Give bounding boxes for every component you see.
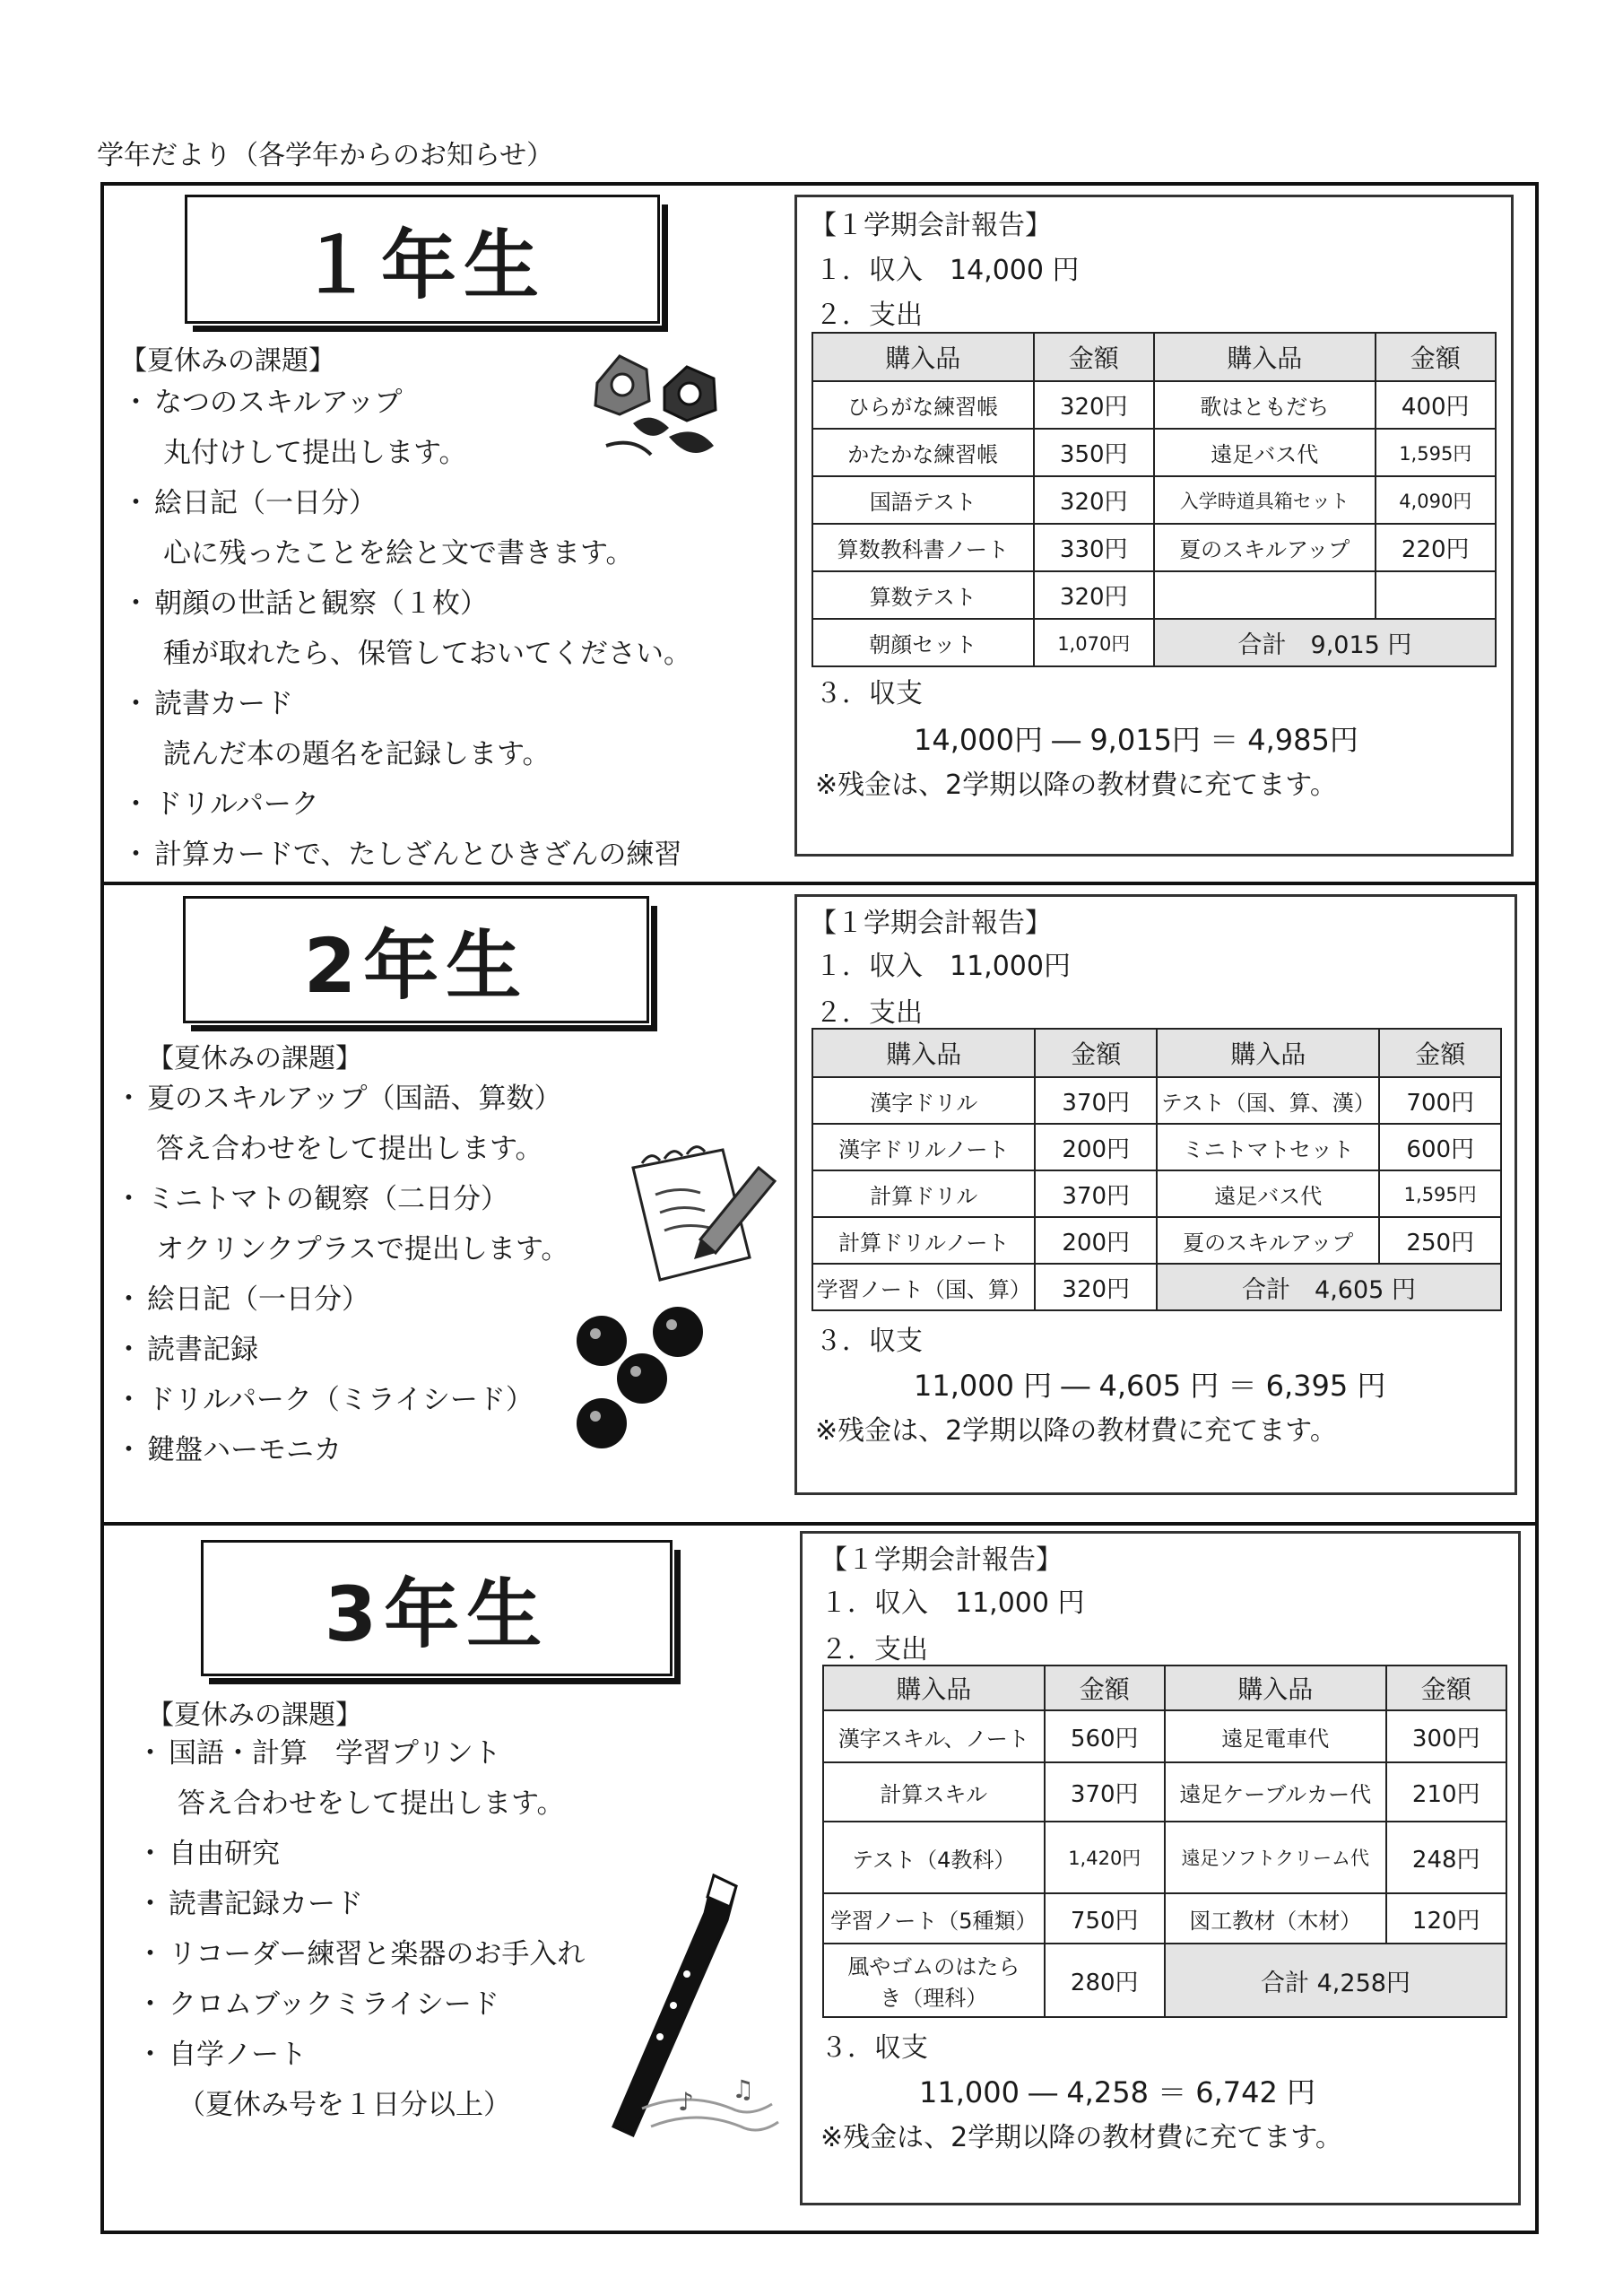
list-item: ・ 鍵盤ハーモニカ [122,1425,750,1475]
table-cell: 1,595円 [1376,429,1497,476]
table-cell: 600円 [1379,1124,1501,1170]
table-cell: 120円 [1386,1893,1507,1944]
table-cell: 算数教科書ノート [812,524,1034,571]
table-row [812,1170,1501,1217]
table-cell: 210円 [1386,1762,1507,1822]
table-row [812,381,1496,429]
table-cell: 220円 [1376,524,1497,571]
grade-2-accounting-report [794,894,1517,1495]
grade-2-task-heading: 【夏休みの課題】 [147,1043,362,1074]
table-cell: 漢字ドリル [812,1077,1035,1124]
table-cell: 1,070円 [1034,619,1154,666]
table-row [812,476,1496,524]
table-cell: 370円 [1045,1762,1165,1822]
list-item: ・ なつのスキルアップ 丸付けして提出します。 [129,378,775,478]
list-item: ・ 読書記録カード [143,1879,771,1929]
list-item: ・ ドリルパーク [129,779,775,830]
list-item: ・ 自学ノート （夏休み号を１日分以上） [143,2030,771,2130]
table-cell: 算数テスト [812,571,1034,619]
table-cell: 560円 [1045,1710,1165,1762]
grade-3-expense-table [822,1665,1507,2018]
table-row [812,1077,1501,1124]
report-balance-label: ３．収支 [815,678,923,709]
list-item: ・ 朝顔の世話と観察（１枚） 種が取れたら、保管しておいてください。 [129,578,775,679]
table-row [812,1217,1501,1264]
table-cell: 330円 [1034,524,1154,571]
table-row [823,1893,1506,1944]
table-cell: 漢字ドリルノート [812,1124,1035,1170]
table-cell: 計算ドリルノート [812,1217,1035,1264]
list-item: ・ クロムブックミライシード [143,1979,771,2030]
list-item: ・ 国語・計算 学習プリント 答え合わせをして提出します。 [143,1728,771,1829]
list-item: ・ 計算カードで、たしざんとひきざんの練習 [129,830,775,880]
table-cell: 320円 [1034,571,1154,619]
report-heading: 【１学期会計報告】 [820,1544,1063,1576]
tomato-icon [552,1289,723,1459]
table-cell: 300円 [1386,1710,1507,1762]
table-cell: 遠足ケーブルカー代 [1165,1762,1386,1822]
table-row [812,571,1496,619]
table-row [823,1762,1506,1822]
table-header: 金額 [1376,333,1497,381]
list-item: ・ 読書カード 読んだ本の題名を記録します。 [129,679,775,779]
table-cell: 750円 [1045,1893,1165,1944]
table-cell: 1,595円 [1379,1170,1501,1217]
total-cell: 合計 4,605 円 [1157,1264,1501,1310]
report-note: ※残金は、2学期以降の教材費に充てます。 [815,1415,1337,1447]
table-cell: 370円 [1035,1077,1157,1124]
table-row [812,619,1496,666]
report-income: １．収入 11,000 円 [820,1587,1085,1619]
table-row [812,1124,1501,1170]
report-balance: 11,000 ― 4,258 ＝ 6,742 円 [919,2075,1316,2109]
list-item: ・ 絵日記（一日分） [122,1274,750,1325]
list-item: ・ 夏のスキルアップ（国語、算数） 答え合わせをして提出します。 [122,1074,750,1174]
report-balance: 14,000円 ― 9,015円 ＝ 4,985円 [914,723,1358,757]
table-cell: 320円 [1034,476,1154,524]
table-cell: ミニトマトセット [1157,1124,1379,1170]
table-cell: 夏のスキルアップ [1154,524,1376,571]
table-cell: 入学時道具箱セット [1154,476,1376,524]
grade-2-expense-table [812,1028,1502,1311]
list-item: ・ 読書記録 [122,1325,750,1375]
svg-text:♪: ♪ [678,2087,694,2117]
report-expense-label: ２．支出 [820,1634,928,1665]
report-income: １．収入 11,000円 [815,951,1071,982]
table-cell: 遠足ソフトクリーム代 [1165,1822,1386,1893]
list-item: ・ 絵日記（一日分） 心に残ったことを絵と文で書きます。 [129,478,775,578]
total-cell: 合計 9,015 円 [1154,619,1496,666]
table-row [823,1710,1506,1762]
grade-3-accounting-report [800,1531,1521,2205]
table-row [812,1264,1501,1310]
table-header: 金額 [1386,1665,1507,1710]
table-cell: かたかな練習帳 [812,429,1034,476]
table-cell: テスト（4教科） [823,1822,1045,1893]
notepad-pencil-icon [615,1141,785,1293]
svg-text:♫: ♫ [732,2074,755,2104]
list-item: ・ ドリルパーク（ミライシード） [122,1375,750,1425]
table-header: 金額 [1034,333,1154,381]
table-cell: 図工教材（木材） [1165,1893,1386,1944]
grade-2-section [104,885,1535,1522]
table-cell: 370円 [1035,1170,1157,1217]
recorder-icon [579,1866,785,2162]
table-cell: 学習ノート（国、算） [812,1264,1035,1310]
page-header: 学年だより（各学年からのお知らせ） [97,140,554,171]
table-row [812,524,1496,571]
report-expense-label: ２．支出 [815,997,923,1029]
table-cell [1376,571,1497,619]
report-note: ※残金は、2学期以降の教材費に充てます。 [815,770,1337,801]
grade-1-task-heading: 【夏休みの課題】 [120,345,335,377]
table-header: 金額 [1035,1029,1157,1077]
report-note: ※残金は、2学期以降の教材費に充てます。 [820,2122,1342,2153]
table-cell: 遠足バス代 [1154,429,1376,476]
list-item: ・ 自由研究 [143,1829,771,1879]
table-row [823,1944,1506,2017]
table-cell: 1,420円 [1045,1822,1165,1893]
report-heading: 【１学期会計報告】 [810,210,1052,241]
grade-2-title: 2年生 [183,896,649,1023]
table-header: 購入品 [1157,1029,1379,1077]
total-cell: 合計 4,258円 [1165,1944,1506,2017]
report-balance-label: ３．収支 [815,1326,923,1357]
table-cell: 250円 [1379,1217,1501,1264]
table-cell: 遠足電車代 [1165,1710,1386,1762]
grade-1-title: １年生 [185,195,660,324]
table-cell: ひらがな練習帳 [812,381,1034,429]
table-cell: 計算スキル [823,1762,1045,1822]
table-header: 購入品 [1154,333,1376,381]
table-cell: 320円 [1035,1264,1157,1310]
report-income: １．収入 14,000 円 [815,255,1080,286]
table-cell: 200円 [1035,1217,1157,1264]
newsletter-frame [100,182,1539,2234]
table-header: 金額 [1379,1029,1501,1077]
table-cell: 4,090円 [1376,476,1497,524]
report-heading: 【１学期会計報告】 [810,908,1052,939]
grade-1-section [104,186,1535,882]
table-row [823,1822,1506,1893]
table-cell: 計算ドリル [812,1170,1035,1217]
table-cell: 248円 [1386,1822,1507,1893]
table-row [812,429,1496,476]
grade-3-title: 3年生 [201,1540,673,1676]
table-header: 金額 [1045,1665,1165,1710]
table-cell: テスト（国、算、漢） [1157,1077,1379,1124]
table-cell: 歌はともだち [1154,381,1376,429]
table-cell: 夏のスキルアップ [1157,1217,1379,1264]
report-expense-label: ２．支出 [815,300,923,331]
table-cell: 学習ノート（5種類） [823,1893,1045,1944]
grade-1-accounting-report [794,195,1514,857]
list-item: ・ リコーダー練習と楽器のお手入れ [143,1929,771,1979]
table-header: 購入品 [812,1029,1035,1077]
table-cell: 350円 [1034,429,1154,476]
table-cell: 朝顔セット [812,619,1034,666]
grade-3-task-heading: 【夏休みの課題】 [147,1700,362,1731]
table-cell: 風やゴムのはたらき（理科） [823,1944,1045,2017]
table-header: 購入品 [1165,1665,1386,1710]
table-cell: 280円 [1045,1944,1165,2017]
table-cell: 700円 [1379,1077,1501,1124]
list-item: ・ ミニトマトの観察（二日分） オクリンクプラスで提出します。 [122,1174,750,1274]
grade-3-section [104,1526,1535,2231]
report-balance: 11,000 円 ― 4,605 円 ＝ 6,395 円 [914,1369,1386,1403]
table-cell: 国語テスト [812,476,1034,524]
table-header: 購入品 [823,1665,1045,1710]
table-cell [1154,571,1376,619]
table-cell: 200円 [1035,1124,1157,1170]
table-cell: 漢字スキル、ノート [823,1710,1045,1762]
morning-glory-icon [579,347,732,482]
grade-1-expense-table [812,332,1497,667]
table-cell: 遠足バス代 [1157,1170,1379,1217]
table-cell: 400円 [1376,381,1497,429]
report-balance-label: ３．収支 [820,2032,928,2064]
table-cell: 320円 [1034,381,1154,429]
table-header: 購入品 [812,333,1034,381]
